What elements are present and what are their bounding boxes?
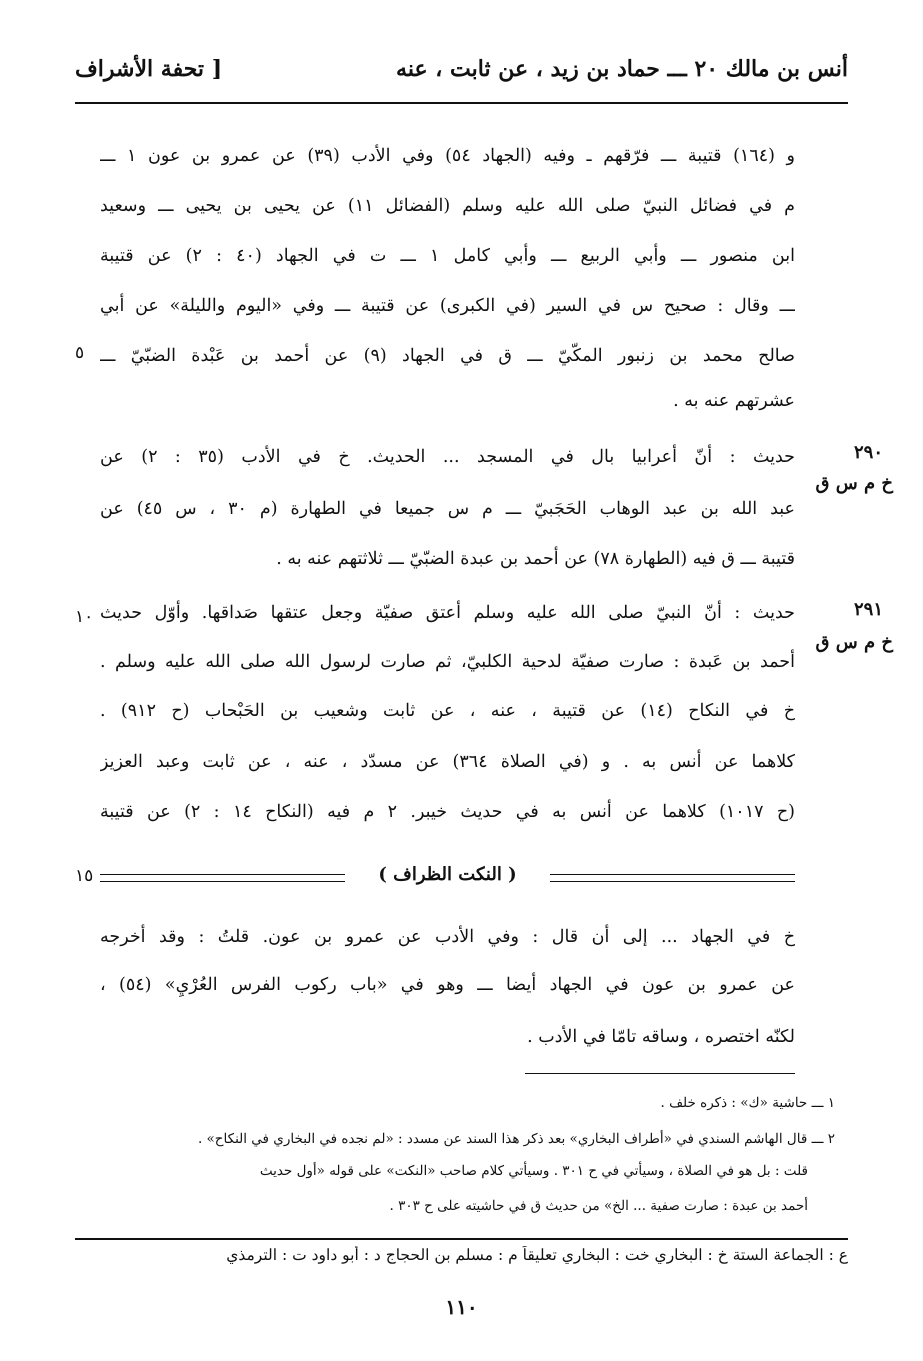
body-line: عشرتهم عنه به . — [673, 391, 795, 411]
hadith-line: أحمد بن عَبدة : صارت صفيّة لدحية الكلبيّ، ثم صارت لرسول الله صلى الله عليه وسلم . — [100, 652, 795, 672]
divider-title: ( النكت الظراف ) — [378, 864, 517, 885]
section-divider — [100, 858, 795, 898]
line-marker: ١٥ — [75, 866, 94, 886]
body-line: و (١٦٤) قتيبة ـــ فرّقهم ـ وفيه (الجهاد ٥٤) وفي الأدب (٣٩) عن عمرو بن عون ١ ـــ — [100, 146, 795, 166]
hadith-number: ٢٩١ — [853, 599, 883, 620]
note-line: لكنّه اختصره ، وساقه تامّا في الأدب . — [527, 1027, 795, 1047]
hadith-line: خ في النكاح (١٤) عن قتيبة ، عنه ، عن ثابت وشعيب بن الحَبْحاب (ح ٩١٢) . — [100, 701, 795, 721]
hadith-line: (ح ١٠١٧) كلاهما عن أنس به في حديث خيبر. ٢ م فيه (النكاح ١٤ : ٢) عن قتيبة — [100, 802, 795, 822]
book-title: [ تحفة الأشراف — [75, 56, 223, 82]
note-line: خ في الجهاد ... إلى أن قال : وفي الأدب عن عمرو بن عون. قلتُ : وقد أخرجه — [100, 927, 795, 947]
page-header — [75, 50, 848, 104]
hadith-line: حديث : أنّ أعرابيا بال في المسجد ... الحديث. خ في الأدب (٣٥ : ٢) عن — [100, 447, 795, 467]
abbreviations-key: ع : الجماعة الستة خ : البخاري خت : البخاري تعليقاً م : مسلم بن الحجاج د : أبو داود ت : الترمذي — [226, 1246, 848, 1264]
footnote-rule — [525, 1073, 795, 1074]
divider-rule — [100, 874, 345, 882]
hadith-line: كلاهما عن أنس به . و (في الصلاة ٣٦٤) عن مسدّد ، عنه ، عن ثابت وعبد العزيز — [100, 752, 795, 772]
line-marker: ١٠ — [75, 607, 94, 627]
footnote-line: أحمد بن عبدة : صارت صفية ... الخ» من حديث ق في حاشيته على ح ٣٠٣ . — [389, 1198, 808, 1214]
hadith-number: ٢٩٠ — [853, 442, 883, 463]
hadith-line: حديث : أنّ النبيّ صلى الله عليه وسلم أعتق صفيّة وجعل عتقها صَداقها. وأوّل حديث — [100, 603, 795, 623]
footnote-line: ٢ ـــ قال الهاشم السندي في «أطراف البخاري» بعد ذكر هذا السند عن مسدد : «لم نجده في البخاري في النكاح» . — [197, 1131, 835, 1147]
page-number: ١١٠ — [445, 1295, 478, 1319]
hadith-sigla: خ م س ق — [815, 473, 893, 494]
hadith-line: عبد الله بن عبد الوهاب الحَجَبيّ ـــ م س جميعا في الطهارة (م ٣٠ ، س ٤٥) عن — [100, 499, 795, 519]
footnote-line: ١ ـــ حاشية «ك» : ذكره خلف . — [660, 1095, 835, 1111]
running-title: أنس بن مالك ٢٠ ـــ حماد بن زيد ، عن ثابت ، عنه — [396, 56, 848, 82]
body-line: م في فضائل النبيّ صلى الله عليه وسلم (الفضائل ١١) عن يحيى بن يحيى ـــ وسعيد — [100, 196, 795, 216]
line-marker: ٥ — [75, 343, 85, 363]
body-line: ـــ وقال : صحيح س في السير (في الكبرى) عن قتيبة ـــ وفي «اليوم والليلة» عن أبي — [100, 296, 795, 316]
footnote-line: قلت : بل هو في الصلاة ، وسيأتي في ح ٣٠١ . وسيأتي كلام صاحب «النكت» على قوله «أول حديث — [259, 1163, 808, 1179]
abbreviations-rule — [75, 1238, 848, 1240]
divider-rule — [550, 874, 795, 882]
note-line: عن عمرو بن عون في الجهاد أيضا ـــ وهو في «باب ركوب الفرس العُرْيِ» (٥٤) ، — [100, 975, 795, 995]
body-line: ابن منصور ـــ وأبي الربيع ـــ وأبي كامل ١ ـــ ت في الجهاد (٤٠ : ٢) عن قتيبة — [100, 246, 795, 266]
body-line: صالح محمد بن زنبور المكّيّ ـــ ق في الجهاد (٩) عن أحمد بن عَبْدة الضبّيّ ـــ — [100, 346, 795, 366]
hadith-line: قتيبة ـــ ق فيه (الطهارة ٧٨) عن أحمد بن عبدة الضبّيّ ـــ ثلاثتهم عنه به . — [276, 549, 795, 569]
hadith-sigla: خ م س ق — [815, 632, 893, 653]
